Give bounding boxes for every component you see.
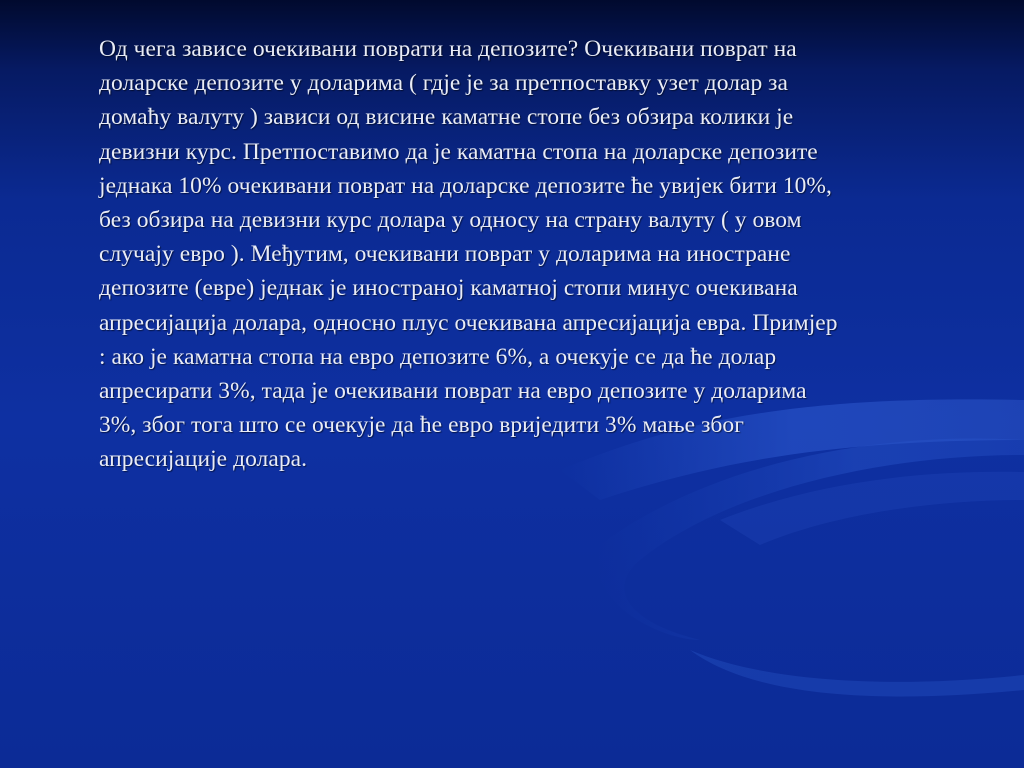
- text-line: домаћу валуту ) зависи од висине каматне стопе без обзира колики је: [99, 104, 794, 131]
- text-line: 3%, због тога што се очекује да ће евро вриједити 3% мање због: [99, 412, 744, 439]
- text-line: апресијација долара, односно плус очекивана апресијација евра. Примјер: [99, 309, 838, 336]
- text-line: случају евро ). Међутим, очекивани поврат у доларима на иностране: [99, 241, 791, 268]
- text-line: једнака 10% очекивани поврат на доларске депозите ће увијек бити 10%,: [99, 172, 832, 199]
- text-line: без обзира на девизни курс долара у односу на страну валуту ( у овом: [99, 207, 802, 234]
- text-line: Од чега зависе очекивани поврати на депозите? Очекивани поврат на: [99, 36, 797, 62]
- text-line: депозите (евре) једнак је иностраној каматној стопи минус очекивана: [99, 275, 798, 302]
- text-line: апресирати 3%, тада је очекивани поврат на евро депозите у доларима: [99, 378, 807, 405]
- text-line: доларске депозите у доларима ( гдје је за претпоставку узет долар за: [99, 70, 788, 97]
- text-line: : ако је каматна стопа на евро депозите 6%, а очекује се да ће долар: [99, 343, 777, 370]
- text-line: девизни курс. Претпоставимо да је каматна стопа на доларске депозите: [99, 138, 818, 165]
- text-line: апресијације долара.: [99, 446, 308, 473]
- slide-body-text: [99, 32, 979, 477]
